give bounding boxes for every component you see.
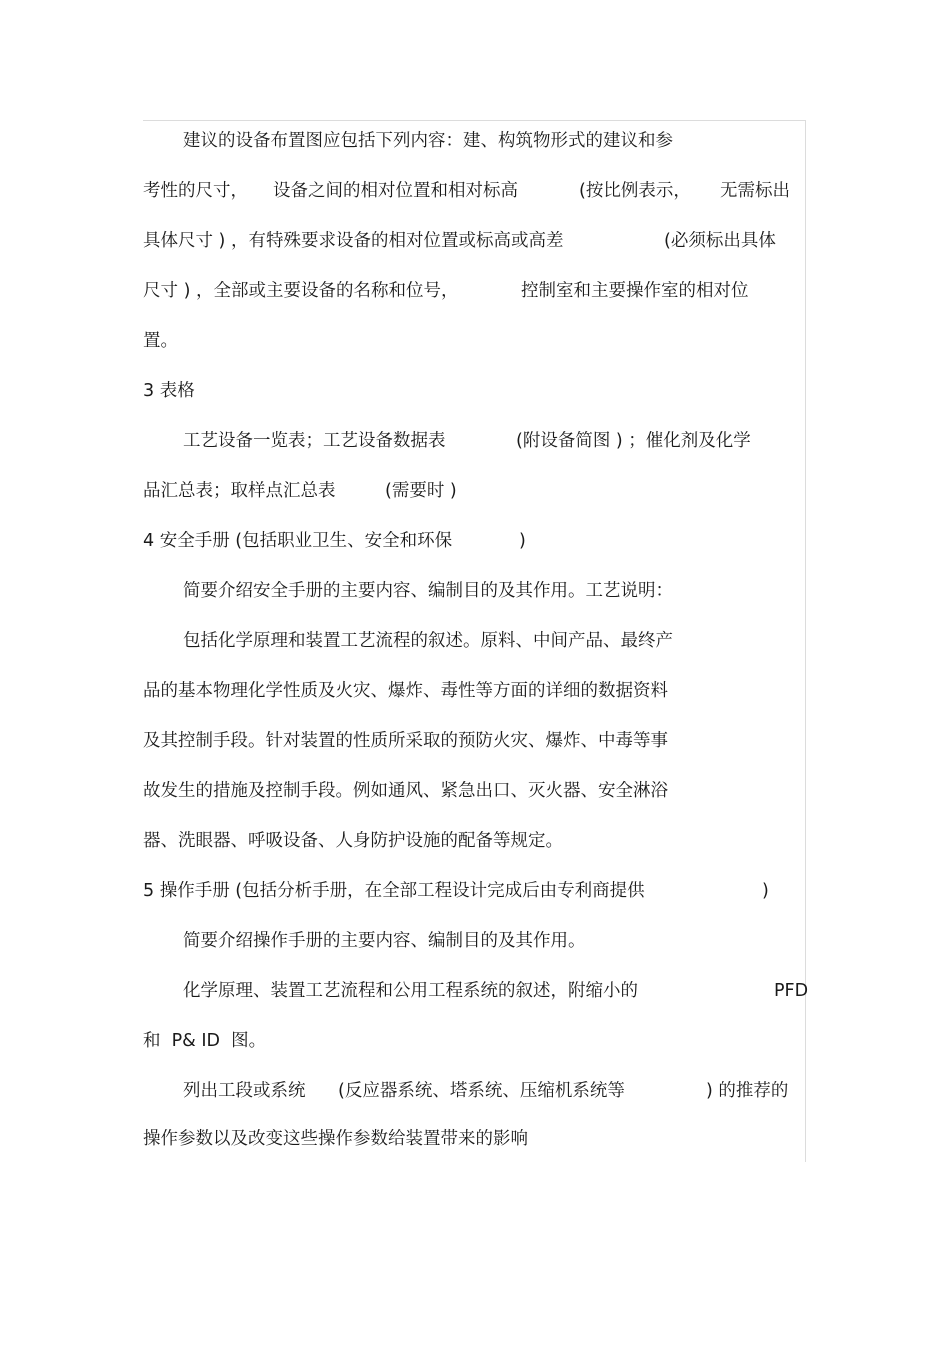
section-heading: 3 表格 [143, 381, 195, 401]
text-line: 品的基本物理化学性质及火灾、爆炸、毒性等方面的详细的数据资料 [143, 681, 668, 701]
text-line: 列出工段或系统 [183, 1081, 306, 1101]
text-line: 置。 [143, 331, 178, 351]
text-line: 器、洗眼器、呼吸设备、人身防护设施的配备等规定。 [143, 831, 563, 851]
text-line: 考性的尺寸， [143, 181, 248, 201]
text-line: 具体尺寸 ) ，有特殊要求设备的相对位置或标高或高差 [143, 231, 564, 251]
text-line: ) [519, 531, 526, 551]
text-line: (附设备简图 ) ；催化剂及化学 [516, 431, 751, 451]
text-line: 控制室和主要操作室的相对位 [521, 281, 749, 301]
text-line: 设备之间的相对位置和相对标高 [273, 181, 518, 201]
text-line: 建议的设备布置图应包括下列内容：建、构筑物形式的建议和参 [183, 131, 673, 151]
text-line: 操作参数以及改变这些操作参数给装置带来的影响 [143, 1129, 528, 1149]
text-line: (必须标出具体 [664, 231, 776, 251]
text-line: 简要介绍操作手册的主要内容、编制目的及其作用。 [183, 931, 586, 951]
text-line: ) 的推荐的 [706, 1081, 789, 1101]
text-line: 尺寸 ) ，全部或主要设备的名称和位号， [143, 281, 459, 301]
text-line: ) [762, 881, 769, 901]
text-line: 工艺设备一览表；工艺设备数据表 [183, 431, 446, 451]
text-line: 无需标出 [720, 181, 790, 201]
text-line: (需要时 ) [385, 481, 457, 501]
text-line: (按比例表示， [579, 181, 691, 201]
text-line: (反应器系统、塔系统、压缩机系统等 [338, 1081, 625, 1101]
section-heading: 5 操作手册 (包括分析手册，在全部工程设计完成后由专利商提供 [143, 881, 645, 901]
text-line: 包括化学原理和装置工艺流程的叙述。原料、中间产品、最终产 [183, 631, 673, 651]
text-line: 故发生的措施及控制手段。例如通风、紧急出口、灭火器、安全淋浴 [143, 781, 668, 801]
text-line: PFD [774, 981, 809, 1001]
text-line: 及其控制手段。针对装置的性质所采取的预防火灾、爆炸、中毒等事 [143, 731, 668, 751]
section-heading: 4 安全手册 (包括职业卫生、安全和环保 [143, 531, 453, 551]
text-line: 品汇总表；取样点汇总表 [143, 481, 336, 501]
text-line: 化学原理、装置工艺流程和公用工程系统的叙述，附缩小的 [183, 981, 638, 1001]
text-line: 和 P& ID 图。 [143, 1031, 267, 1051]
text-line: 简要介绍安全手册的主要内容、编制目的及其作用。工艺说明： [183, 581, 673, 601]
